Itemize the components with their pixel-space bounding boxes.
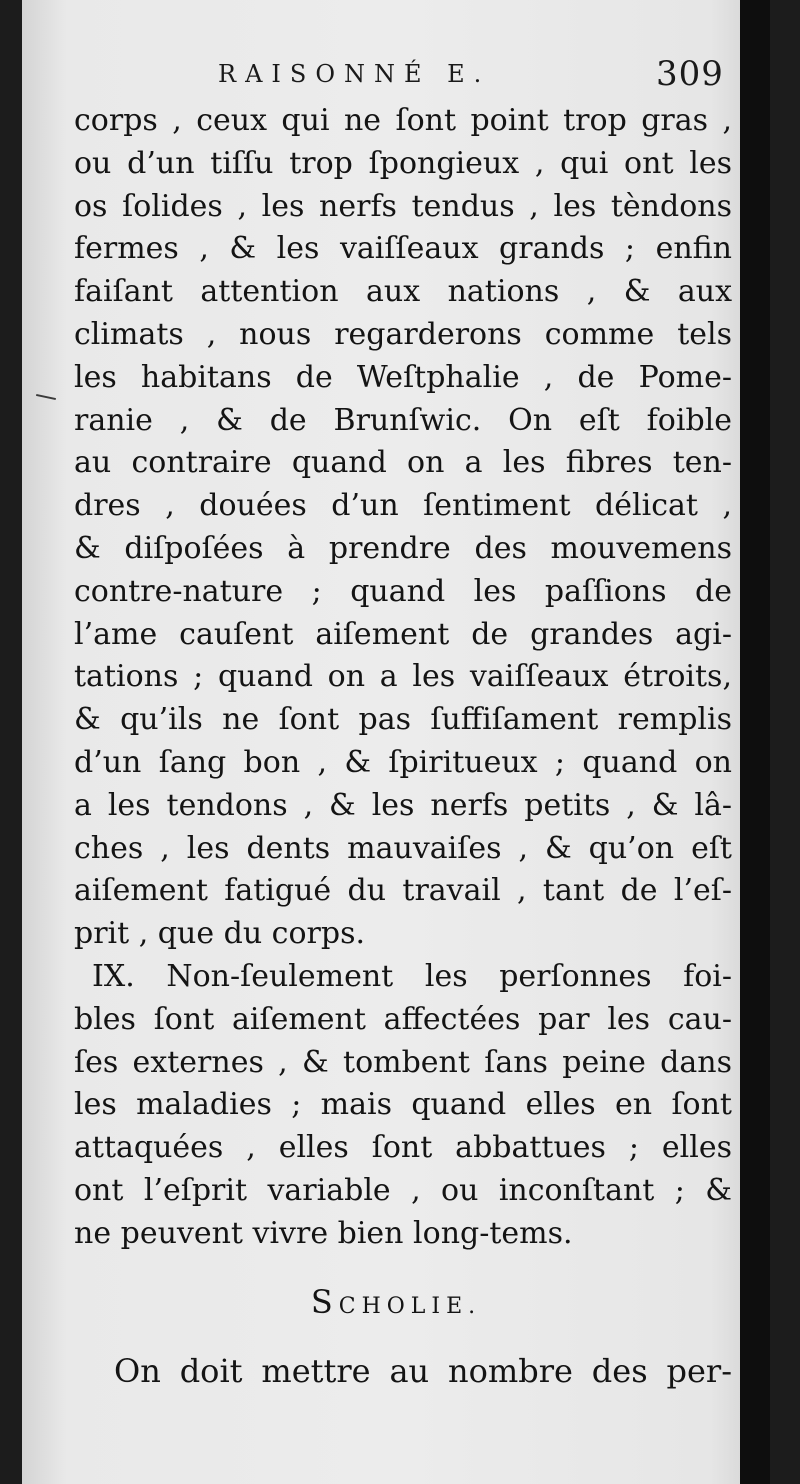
text-line: a les tendons , & les nerfs petits , & lâ- (74, 787, 732, 823)
text-line: d’un ſang bon , & ſpiritueux ; quand on (74, 744, 732, 780)
text-line: au contraire quand on a les fibres ten- (74, 445, 732, 481)
book-page (22, 0, 770, 1484)
page-header (22, 54, 770, 102)
scholie-heading-rest: CHOLIE. (338, 1294, 482, 1319)
text-line: ranie , & de Brunſwic. On eſt foible (74, 402, 732, 438)
text-line: ſes externes , & tombent ſans peine dans (74, 1044, 732, 1080)
text-line: prit , que du corps. (74, 916, 366, 952)
body-text (74, 100, 732, 1256)
text-line: corps , ceux qui ne ſont point trop gras , (74, 103, 732, 138)
text-line: les habitans de Weſtphalie , de Pome- (74, 359, 732, 395)
text-line: ne peuvent vivre bien long-tems. (74, 1215, 573, 1251)
scholie-heading (22, 1283, 770, 1321)
scholie-heading-initial: S (310, 1283, 339, 1321)
text-line: fermes , & les vaiſſeaux grands ; enfin (74, 231, 732, 267)
page-number: 309 (656, 54, 724, 94)
margin-mark (36, 394, 56, 400)
text-line: ont l’eſprit variable , ou inconſtant ; & (74, 1172, 732, 1208)
text-line: & diſpoſées à prendre des mouvemens (74, 530, 732, 566)
text-line: dres , douées d’un ſentiment délicat , (74, 488, 732, 524)
text-line: bles ſont aiſement affectées par les cau- (74, 1001, 732, 1037)
text-line: aiſement fatigué du travail , tant de l’eſ- (74, 873, 732, 909)
text-line: tations ; quand on a les vaiſſeaux étroits, (74, 659, 732, 695)
text-line: les maladies ; mais quand elles en ſont (74, 1087, 732, 1123)
text-line: & qu’ils ne ſont pas ſuffiſament remplis (74, 702, 732, 738)
text-line: l’ame cauſent aiſement de grandes agi- (74, 616, 732, 652)
running-head: RAISONNÉ E. (218, 60, 491, 88)
text-line: faiſant attention aux nations , & aux (74, 274, 732, 310)
page-edge-shadow (740, 0, 770, 1484)
text-line: os ſolides , les nerfs tendus , les tèndons (74, 188, 732, 224)
text-line: attaquées , elles ſont abbattues ; elles (74, 1130, 732, 1166)
text-line: ches , les dents mauvaiſes , & qu’on eſt (74, 830, 732, 866)
text-line: IX. Non-ſeulement les perſonnes foi- (92, 958, 732, 994)
scholie-first-line: On doit mettre au nombre des per- (114, 1352, 732, 1390)
text-line: climats , nous regarderons comme tels (74, 316, 732, 352)
text-line: ou d’un tiſſu trop ſpongieux , qui ont les (74, 145, 732, 181)
text-line: contre-nature ; quand les paſſions de (74, 573, 732, 609)
